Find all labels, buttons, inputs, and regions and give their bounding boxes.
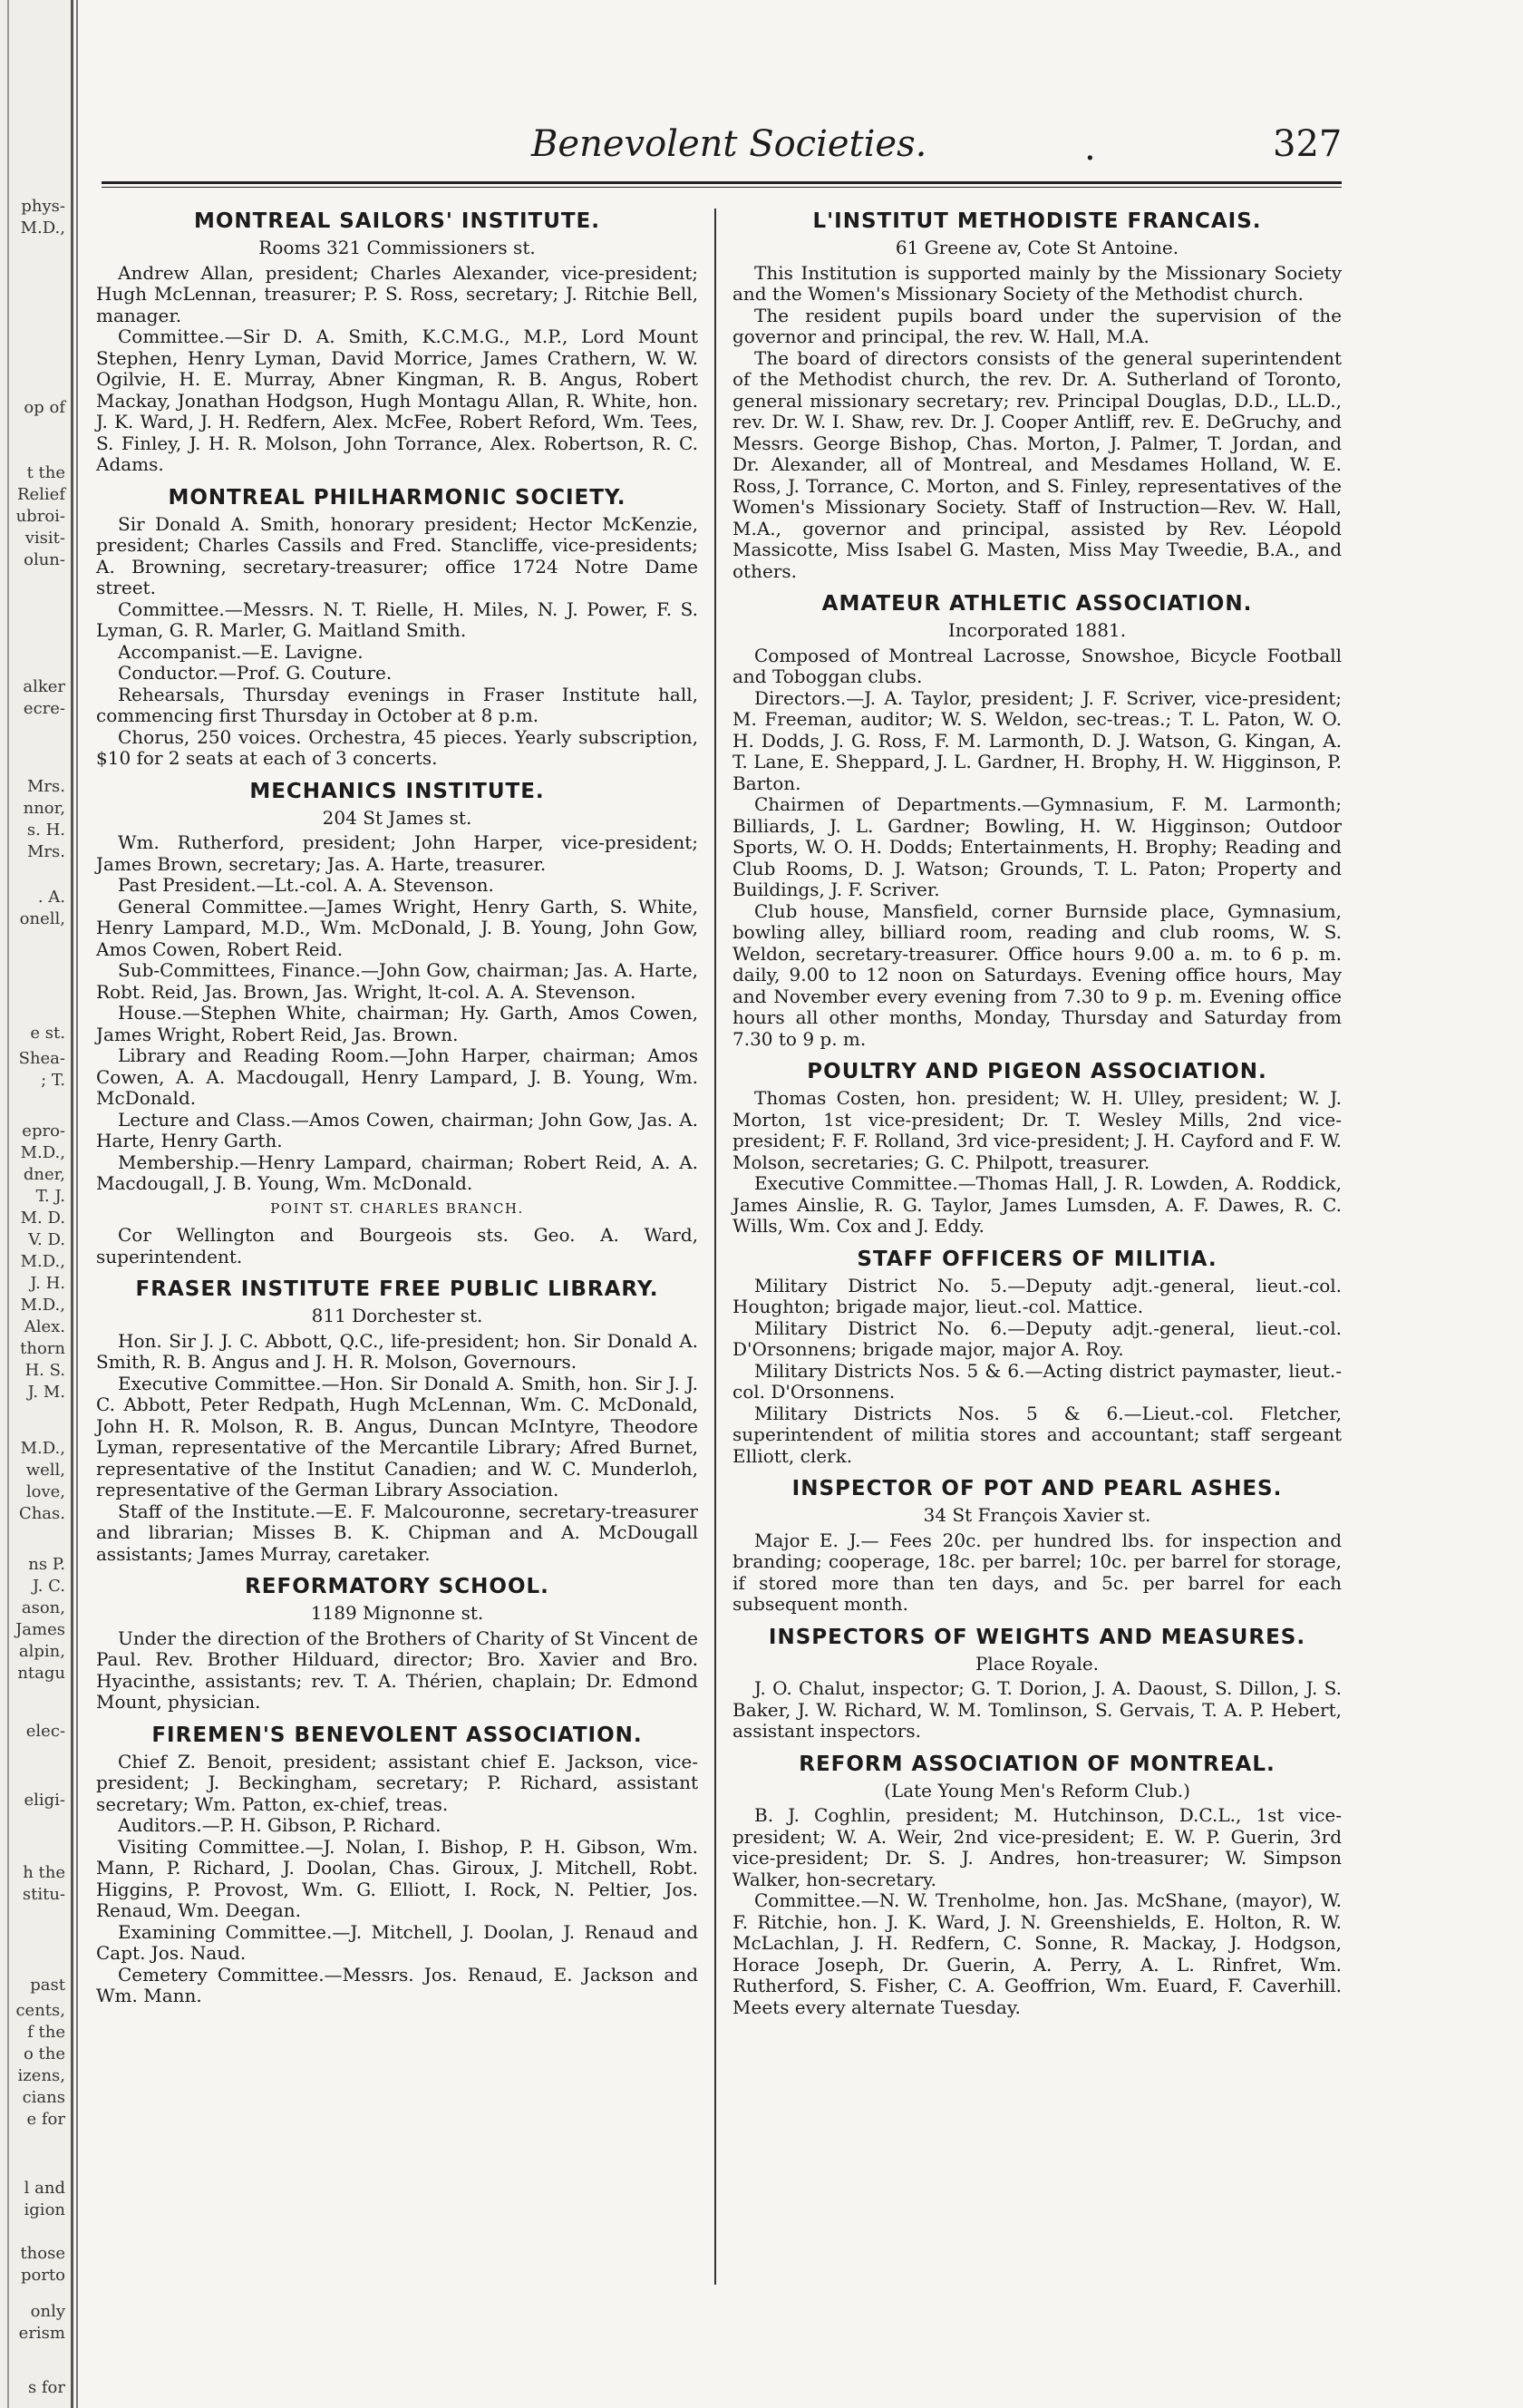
section-paragraph: The board of directors consists of the general superintendent of the Methodist church, the rev. Dr. A. Sutherland of Toronto, general missionary secretary; rev. Principal Douglas, D.D., LL.D., rev. Dr. W. I. Shaw, rev. Dr. J. Cooper Antliff, rev. E. DeGruchy, and Messrs. George Bishop, Chas. Morton, J. Palmer, T. Jordan, and Dr. Alexander, all of Montreal, and Mesdames Holland, W. E. Ross, J. Torrance, C. Morton, and S. Finley, representatives of the Women's Missionary Society. Staff of Instruction—Rev. W. Hall, M.A., governor and principal, assisted by Rev. Léopold Massicotte, Miss Isabel G. Masten, Miss May Tweedie, B.A., and others. [732, 346, 1342, 582]
section-paragraph: Hon. Sir J. J. C. Abbott, Q.C., life-president; hon. Sir Donald A. Smith, R. B. Angus and J. H. R. Molson, Governours. [96, 1329, 698, 1373]
adjacent-page-fragment: V. D. [28, 1230, 65, 1249]
adjacent-page-fragment: erism [18, 2324, 65, 2343]
section-address: 34 St François Xavier st. [923, 1504, 1151, 1526]
section-title: INSPECTOR OF POT AND PEARL ASHES. [791, 1477, 1283, 1500]
section-address: Rooms 321 Commissioners st. [258, 237, 536, 258]
section-paragraph: Auditors.—P. H. Gibson, P. Richard. [118, 1814, 441, 1836]
adjacent-page-fragment: igion [24, 2200, 65, 2219]
subsection-title: POINT ST. CHARLES BRANCH. [270, 1199, 524, 1217]
page-number: 327 [1273, 123, 1343, 165]
adjacent-page-fragment: M.D., [20, 218, 65, 238]
adjacent-page-fragment: H. S. [24, 1361, 65, 1380]
adjacent-page-fragment: J. M. [27, 1383, 65, 1402]
adjacent-page-fragment: ntagu [17, 1664, 65, 1683]
section-paragraph: Membership.—Henry Lampard, chairman; Robert Reid, A. A. Macdougall, J. B. Young, Wm. McDonald. [96, 1151, 698, 1194]
section-gap [96, 1267, 698, 1273]
section-title: FIREMEN'S BENEVOLENT ASSOCIATION. [151, 1723, 643, 1747]
adjacent-page-fragment: Mrs. [27, 842, 65, 861]
section-address: Incorporated 1881. [947, 619, 1127, 641]
section-title: MECHANICS INSTITUTE. [249, 779, 545, 803]
adjacent-page-fragment: past [30, 1976, 65, 1995]
adjacent-page-fragment: e for [26, 2110, 65, 2129]
section-paragraph: Directors.—J. A. Taylor, president; J. F. Scriver, vice-president; M. Freeman, auditor; W. S. Weldon, sec-treas.; T. L. Paton, W. O. H. Dodds, J. G. Ross, F. M. Larmonth, D. J. Watson, G. Kingan, A. T. Lane, E. Sheppard, J. L. Gardner, H. Brophy, H. W. Higginson, P. Barton. [732, 686, 1342, 794]
adjacent-page-fragment: ubroi- [15, 507, 65, 526]
section-title: L'INSTITUT METHODISTE FRANCAIS. [812, 209, 1262, 233]
section-gap [96, 1714, 698, 1719]
section-paragraph: B. J. Coghlin, president; M. Hutchinson, D.C.L., 1st vice-president; W. A. Weir, 2nd vice-president; E. W. P. Guerin, 3rd vice-president; Dr. S. J. Andres, hon-treasurer; W. Simpson Walker, hon-secretary. [732, 1804, 1342, 1890]
adjacent-page-fragment: ason, [21, 1598, 65, 1617]
adjacent-page-fragment: M.D., [20, 1143, 65, 1162]
section-address: (Late Young Men's Reform Club.) [884, 1779, 1190, 1801]
section-paragraph: Military District No. 6.—Deputy adjt.-general, lieut.-col. D'Orsonnens; brigade major, major A. Roy. [732, 1316, 1342, 1360]
section-title: STAFF OFFICERS OF MILITIA. [857, 1247, 1217, 1271]
section-paragraph: J. O. Chalut, inspector; G. T. Dorion, J. A. Daoust, S. Dillon, J. S. Baker, J. W. Richard, W. M. Tomlinson, S. Gervais, T. A. P. Hebert, assistant inspectors. [732, 1677, 1342, 1742]
section-paragraph: Rehearsals, Thursday evenings in Fraser Institute hall, commencing first Thursday in October at 8 p.m. [96, 683, 698, 726]
section-address: 204 St James st. [322, 806, 472, 829]
adjacent-page-fragment: eligi- [24, 1791, 65, 1810]
adjacent-page-fragment: M. D. [20, 1209, 65, 1228]
section-paragraph: Sub-Committees, Finance.—John Gow, chairman; Jas. A. Harte, Robt. Reid, Jas. Brown, Jas. Wright, lt-col. A. A. Stevenson. [96, 959, 698, 1003]
adjacent-page-fragment: only [30, 2302, 65, 2321]
section-address: Place Royale. [975, 1652, 1100, 1675]
adjacent-page-fragment: elec- [25, 1722, 65, 1741]
section-gap [732, 1467, 1342, 1472]
section-gap [96, 2007, 698, 2013]
section-paragraph: Thomas Costen, hon. president; W. H. Ulley, president; W. J. Morton, 1st vice-president; Dr. T. Wesley Mills, 2nd vice-president; F. F. Rolland, 3rd vice-president; J. H. Cayford and F. W. Molson, secretaries; G. C. Philpott, treasurer. [732, 1087, 1343, 1173]
adjacent-page-fragment: onell, [19, 909, 65, 928]
section-paragraph: Club house, Mansfield, corner Burnside place, Gymnasium, bowling alley, billiard room, reading and club rooms, W. S. Weldon, secretary-treasurer. Office hours 9.00 a. m. to 6 p. m. daily, 9.00 to 12 noon on Saturdays. Evening office hours, May and November every evening from 7.30 to 9 p. m. Evening office hours all other months, Monday, Thursday and Saturday from 7.30 to 9 p. m. [732, 899, 1342, 1050]
section-address: 811 Dorchester st. [311, 1305, 483, 1326]
section-gap [732, 2018, 1342, 2024]
adjacent-page-fragment: T. J. [35, 1187, 65, 1206]
left-column [96, 205, 698, 2013]
section-paragraph: Sir Donald A. Smith, honorary president; Hector McKenzie, president; Charles Cassils and Fred. Stancliffe, vice-presidents; A. Browning, secretary-treasurer; office 1724 Notre Dame street. [96, 512, 698, 598]
adjacent-page-fragment: well, [25, 1461, 65, 1480]
section-gap [732, 1238, 1342, 1243]
section-paragraph: Library and Reading Room.—John Harper, chairman; Amos Cowen, A. A. Macdougall, Henry Lampard, J. B. Young, Wm. McDonald. [96, 1044, 698, 1109]
adjacent-page-fragment: James [15, 1620, 65, 1639]
section-paragraph: Executive Committee.—Hon. Sir Donald A. Smith, hon. Sir J. J. C. Abbott, Peter Redpath, Hugh McLennan, Wm. C. McDonald, John H. R. Molson, R. B. Angus, Duncan McIntyre, Theodore Lyman, representative of the Mercantile Library; Afred Burnet, representative of the Institut Canadien; and W. C. Munderloh, representative of the German Library Association. [96, 1372, 698, 1500]
section-gap [732, 1743, 1342, 1748]
column-divider [714, 209, 716, 2285]
adjacent-page-fragment: visit- [24, 529, 65, 548]
section-paragraph: Under the direction of the Brothers of Charity of St Vincent de Paul. Rev. Brother Hilduard, director; Bro. Xavier and Bro. Hyacinthe, assistants; rev. T. A. Thérien, chaplain; Dr. Edmond Mount, physician. [96, 1626, 698, 1713]
section-gap [96, 770, 698, 775]
section-title: MONTREAL SAILORS' INSTITUTE. [193, 209, 601, 233]
section-paragraph: Chairmen of Departments.—Gymnasium, F. M. Larmonth; Billiards, J. L. Gardner; Bowling, H. W. Higginson; Outdoor Sports, W. O. H. Dodds; Entertainments, H. Brophy; Reading and Club Rooms, D. J. Watson; Grounds, T. L. Paton; Property and Buildings, J. F. Scriver. [732, 793, 1342, 900]
section-address: 1189 Mignonne st. [310, 1602, 484, 1624]
adjacent-page-fragment: izens, [17, 2066, 65, 2085]
section-title: AMATEUR ATHLETIC ASSOCIATION. [821, 592, 1253, 616]
section-paragraph: Staff of the Institute.—E. F. Malcouronne, secretary-treasurer and librarian; Misses B. K. Chipman and A. McDougall assistants; James Murray, caretaker. [96, 1500, 698, 1565]
section-paragraph: House.—Stephen White, chairman; Hy. Garth, Amos Cowen, James Wright, Robert Reid, Jas. Brown. [96, 1002, 698, 1045]
adjacent-page-fragment: olun- [24, 550, 65, 569]
adjacent-page-fragment: J. C. [32, 1577, 65, 1596]
adjacent-page-fragment: l and [24, 2179, 65, 2198]
section-title: MONTREAL PHILHARMONIC SOCIETY. [168, 485, 626, 510]
section-gap [96, 476, 698, 481]
adjacent-page-edge [0, 0, 73, 2408]
section-paragraph: Committee.—Sir D. A. Smith, K.C.M.G., M.P., Lord Mount Stephen, Henry Lyman, David Morrice, James Crathern, W. W. Ogilvie, H. E. Murray, Abner Kingman, R. B. Angus, Robert Mackay, Jonathan Hodgson, Hugh Montagu Allan, R. White, hon. J. K. Ward, J. H. Redfern, Alex. McFee, Robert Reford, Wm. Tees, S. Finley, J. H. R. Molson, John Torrance, Alex. Robertson, R. C. Adams. [96, 325, 698, 475]
section-paragraph: Cemetery Committee.—Messrs. Jos. Renaud, E. Jackson and Wm. Mann. [96, 1963, 698, 2006]
section-paragraph: Accompanist.—E. Lavigne. [118, 640, 364, 663]
section-paragraph: Conductor.—Prof. G. Couture. [118, 662, 393, 684]
right-column [732, 205, 1342, 2024]
adjacent-page-fragment: s. H. [26, 820, 65, 840]
adjacent-page-fragment: Shea- [18, 1049, 65, 1068]
adjacent-page-fragment: epro- [22, 1121, 65, 1141]
section-gap [732, 1616, 1342, 1621]
adjacent-page-fragment: nnor, [23, 799, 65, 818]
adjacent-page-fragment: Chas. [18, 1504, 65, 1523]
adjacent-page-fragment: . A. [37, 888, 65, 907]
adjacent-page-fragment: Mrs. [27, 777, 65, 796]
adjacent-page-fragment: porto [20, 2266, 65, 2285]
section-paragraph: Examining Committee.—J. Mitchell, J. Doolan, J. Renaud and Capt. Jos. Naud. [96, 1920, 698, 1964]
adjacent-page-fragment: ns P. [28, 1555, 65, 1574]
section-gap [96, 1565, 698, 1570]
adjacent-page-fragment: phys- [21, 197, 65, 216]
adjacent-page-fragment: stitu- [22, 1885, 65, 1904]
adjacent-page-fragment: M.D., [20, 1439, 65, 1458]
section-title: INSPECTORS OF WEIGHTS AND MEASURES. [768, 1625, 1306, 1649]
adjacent-page-fragment: e st. [30, 1024, 65, 1043]
section-title: REFORMATORY SCHOOL. [245, 1575, 549, 1598]
section-paragraph: Chorus, 250 voices. Orchestra, 45 pieces. Yearly subscription, $10 for 2 seats at each of 3 concerts. [96, 725, 698, 769]
section-paragraph: This Institution is supported mainly by the Missionary Society and the Women's Missionary Society of the Methodist church. [732, 261, 1342, 305]
adjacent-page-fragment: cians [22, 2088, 65, 2107]
adjacent-page-fragment: h the [23, 1863, 65, 1882]
adjacent-page-fragment: s for [27, 2378, 65, 2397]
header-rule [102, 181, 1342, 184]
adjacent-page-fragment: op of [24, 398, 65, 417]
adjacent-page-fragment: t the [26, 463, 65, 482]
adjacent-page-rule [7, 0, 9, 2408]
adjacent-page-fragment: alker [23, 677, 65, 696]
header-rule-thin [102, 187, 1342, 188]
section-address: 61 Greene av, Cote St Antoine. [895, 237, 1179, 258]
adjacent-page-fragment: Alex. [24, 1317, 65, 1336]
adjacent-page-fragment: M.D., [20, 1296, 65, 1315]
section-paragraph: Lecture and Class.—Amos Cowen, chairman; John Gow, Jas. A. Harte, Henry Garth. [96, 1108, 698, 1151]
book-page [76, 0, 1523, 2408]
section-paragraph: Chief Z. Benoit, president; assistant chief E. Jackson, vice-president; J. Beckingham, secretary; P. Richard, assistant secretary; Wm. Patton, ex-chief, treas. [96, 1750, 698, 1815]
adjacent-page-fragment: ; T. [41, 1071, 65, 1090]
section-paragraph: General Committee.—James Wright, Henry Garth, S. White, Henry Lampard, M.D., Wm. McDonald, J. B. Young, John Gow, Amos Cowen, Robert Reid. [96, 895, 698, 960]
section-paragraph: Military District No. 5.—Deputy adjt.-general, lieut.-col. Houghton; brigade major, lieut.-col. Mattice. [732, 1274, 1342, 1317]
section-paragraph: Past President.—Lt.-col. A. A. Stevenson. [118, 874, 494, 896]
adjacent-page-fragment: o the [23, 2044, 65, 2063]
adjacent-page-fragment: cents, [15, 2001, 65, 2020]
adjacent-page-fragment: love, [25, 1482, 65, 1501]
adjacent-page-fragment: M.D., [20, 1252, 65, 1271]
section-title: FRASER INSTITUTE FREE PUBLIC LIBRARY. [135, 1277, 659, 1301]
adjacent-page-fragment: alpin, [18, 1642, 65, 1661]
section-paragraph: Committee.—N. W. Trenholme, hon. Jas. McShane, (mayor), W. F. Ritchie, hon. J. K. Ward, J. N. Greenshields, E. Holton, R. W. McLachlan, J. H. Redfern, C. Sonne, R. Mackay, J. Hodgson, Horace Joseph, Dr. Guerin, A. Perry, A. L. Rinfret, Wm. Rutherford, S. Fisher, C. A. Geoffrion, Wm. Euard, F. Caverhill. Meets every alternate Tuesday. [732, 1889, 1342, 2018]
section-paragraph: Wm. Rutherford, president; John Harper, vice-president; James Brown, secretary; Jas. A. Harte, treasurer. [96, 831, 698, 875]
running-title: Benevolent Societies. [531, 123, 927, 165]
section-paragraph: Major E. J.— Fees 20c. per hundred lbs. for inspection and branding; cooperage, 18c. per barrel; 10c. per barrel for storage, if stored more than ten days, and 5c. per barrel for each subsequent month. [732, 1529, 1342, 1615]
adjacent-page-fragment: dner, [23, 1165, 65, 1184]
section-gap [732, 1050, 1342, 1055]
section-gap [732, 582, 1342, 587]
section-paragraph: The resident pupils board under the supervision of the governor and principal, the rev. W. Hall, M.A. [732, 304, 1342, 347]
adjacent-page-fragment: thorn [20, 1339, 65, 1358]
section-paragraph: Cor Wellington and Bourgeois sts. Geo. A. Ward, superintendent. [96, 1224, 698, 1267]
header-separator: . [1084, 127, 1096, 169]
adjacent-page-fragment: J. H. [30, 1274, 65, 1293]
section-title: POULTRY AND PIGEON ASSOCIATION. [807, 1060, 1267, 1083]
section-paragraph: Andrew Allan, president; Charles Alexander, vice-president; Hugh McLennan, treasurer; P. S. Ross, secretary; J. Ritchie Bell, manager. [96, 261, 698, 326]
section-paragraph: Committee.—Messrs. N. T. Rielle, H. Miles, N. J. Power, F. S. Lyman, G. R. Marler, G. Maitland Smith. [96, 597, 698, 641]
adjacent-page-fragment: ecre- [23, 699, 65, 718]
section-paragraph: Visiting Committee.—J. Nolan, I. Bishop, P. H. Gibson, Wm. Mann, P. Richard, J. Doolan, Chas. Giroux, J. Mitchell, Robt. Higgins, P. Provost, Wm. G. Elliott, I. Rock, N. Peltier, Jos. Renaud, Wm. Deegan. [96, 1835, 698, 1921]
section-paragraph: Military Districts Nos. 5 & 6.—Lieut.-col. Fletcher, superintendent of militia stores and accountant; staff sergeant Elliott, clerk. [732, 1402, 1342, 1467]
section-paragraph: Military Districts Nos. 5 & 6.—Acting district paymaster, lieut.-col. D'Orsonnens. [732, 1359, 1342, 1403]
section-paragraph: Composed of Montreal Lacrosse, Snowshoe, Bicycle Football and Toboggan clubs. [732, 644, 1342, 687]
adjacent-page-fragment: Relief [16, 485, 65, 504]
section-title: REFORM ASSOCIATION OF MONTREAL. [799, 1752, 1276, 1776]
adjacent-page-fragment: those [20, 2244, 65, 2263]
adjacent-page-fragment: f the [27, 2023, 65, 2042]
section-paragraph: Executive Committee.—Thomas Hall, J. R. Lowden, A. Roddick, James Ainslie, R. G. Taylor, James Lumsden, A. F. Dawes, R. C. Wills, Wm. Cox and J. Eddy. [732, 1172, 1342, 1237]
